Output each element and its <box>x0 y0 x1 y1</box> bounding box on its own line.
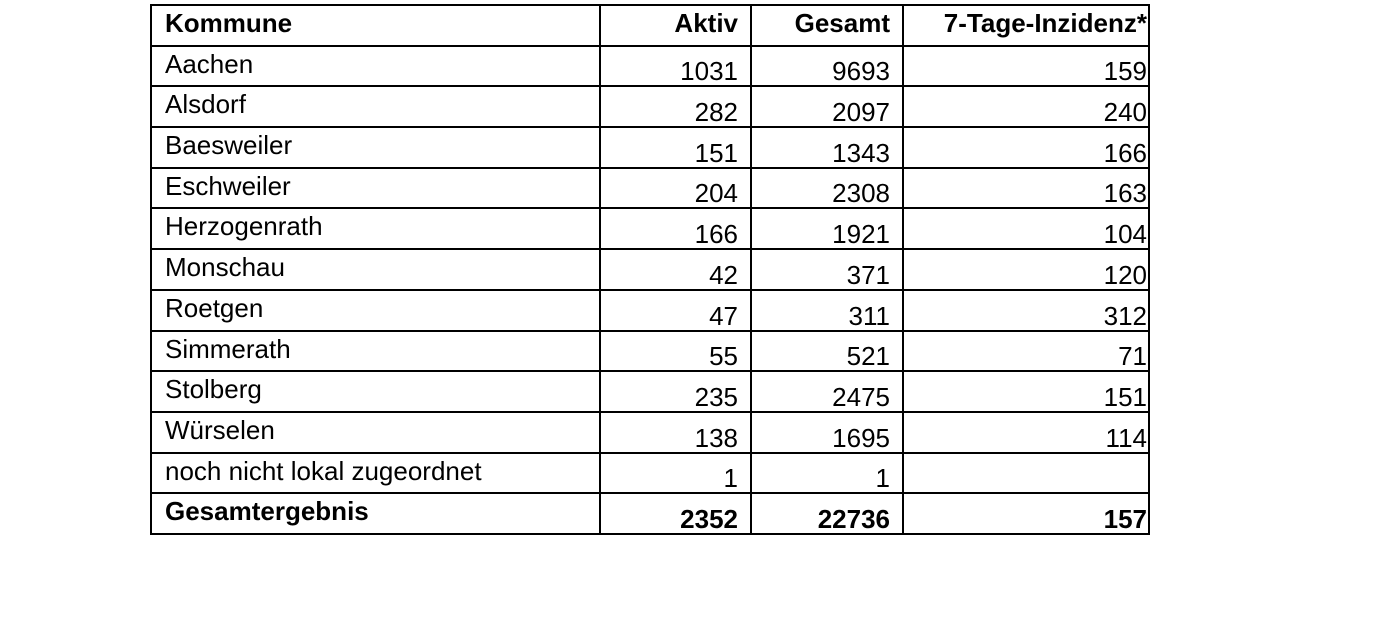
cell-kommune: Eschweiler <box>151 168 600 209</box>
cell-aktiv: 42 <box>600 249 751 290</box>
cell-gesamt: 2308 <box>751 168 903 209</box>
cell-inzidenz: 166 <box>903 127 1149 168</box>
table-row <box>151 331 1149 372</box>
cell-gesamt: 371 <box>751 249 903 290</box>
cell-kommune: Baesweiler <box>151 127 600 168</box>
table-row <box>151 168 1149 209</box>
cell-aktiv: 55 <box>600 331 751 372</box>
cell-gesamt: 1 <box>751 453 903 494</box>
header-aktiv: Aktiv <box>600 5 751 46</box>
cell-gesamt: 9693 <box>751 46 903 87</box>
total-gesamt: 22736 <box>751 493 903 534</box>
cell-aktiv: 1 <box>600 453 751 494</box>
table-row <box>151 127 1149 168</box>
cell-inzidenz: 151 <box>903 371 1149 412</box>
cell-aktiv: 204 <box>600 168 751 209</box>
covid-cases-table <box>150 4 1150 535</box>
cell-inzidenz: 312 <box>903 290 1149 331</box>
cell-aktiv: 138 <box>600 412 751 453</box>
header-kommune: Kommune <box>151 5 600 46</box>
cell-aktiv: 47 <box>600 290 751 331</box>
table-row <box>151 453 1149 494</box>
cell-aktiv: 166 <box>600 208 751 249</box>
total-label: Gesamtergebnis <box>151 493 600 534</box>
cell-inzidenz: 114 <box>903 412 1149 453</box>
cell-gesamt: 1921 <box>751 208 903 249</box>
table-row <box>151 371 1149 412</box>
cell-kommune: Monschau <box>151 249 600 290</box>
cell-kommune: Würselen <box>151 412 600 453</box>
table-total-row <box>151 493 1149 534</box>
table-row <box>151 412 1149 453</box>
cell-kommune: Simmerath <box>151 331 600 372</box>
cell-aktiv: 282 <box>600 86 751 127</box>
table-row <box>151 46 1149 87</box>
total-inzidenz: 157 <box>903 493 1149 534</box>
table-row <box>151 86 1149 127</box>
cell-inzidenz: 240 <box>903 86 1149 127</box>
cell-kommune: Alsdorf <box>151 86 600 127</box>
header-gesamt: Gesamt <box>751 5 903 46</box>
cell-kommune: Stolberg <box>151 371 600 412</box>
table-header-row <box>151 5 1149 46</box>
cell-inzidenz <box>903 453 1149 494</box>
cell-gesamt: 311 <box>751 290 903 331</box>
header-inzidenz: 7-Tage-Inzidenz* <box>903 5 1149 46</box>
cell-inzidenz: 120 <box>903 249 1149 290</box>
cell-aktiv: 1031 <box>600 46 751 87</box>
table-row <box>151 208 1149 249</box>
cell-gesamt: 1695 <box>751 412 903 453</box>
cell-gesamt: 521 <box>751 331 903 372</box>
cell-aktiv: 151 <box>600 127 751 168</box>
cell-kommune: noch nicht lokal zugeordnet <box>151 453 600 494</box>
cell-kommune: Roetgen <box>151 290 600 331</box>
cell-kommune: Herzogenrath <box>151 208 600 249</box>
total-aktiv: 2352 <box>600 493 751 534</box>
cell-gesamt: 1343 <box>751 127 903 168</box>
table-row <box>151 249 1149 290</box>
table-row <box>151 290 1149 331</box>
cell-gesamt: 2475 <box>751 371 903 412</box>
cell-inzidenz: 71 <box>903 331 1149 372</box>
cell-kommune: Aachen <box>151 46 600 87</box>
cell-aktiv: 235 <box>600 371 751 412</box>
cell-inzidenz: 104 <box>903 208 1149 249</box>
cell-inzidenz: 159 <box>903 46 1149 87</box>
cell-inzidenz: 163 <box>903 168 1149 209</box>
cell-gesamt: 2097 <box>751 86 903 127</box>
